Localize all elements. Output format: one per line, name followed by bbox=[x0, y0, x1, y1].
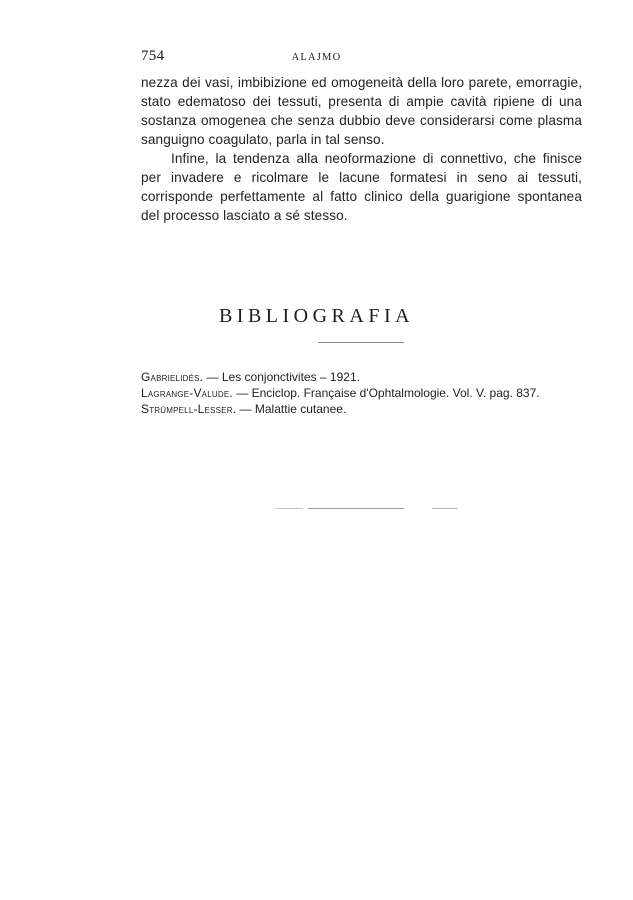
entry-author: Strümpell-Lesser. bbox=[141, 402, 237, 416]
page-number: 754 bbox=[141, 48, 165, 64]
entry-text: — Les conjonctivites – 1921. bbox=[203, 370, 360, 384]
entry-author: Gabrielidès. bbox=[141, 370, 204, 384]
body-text bbox=[141, 73, 582, 225]
bibliography-heading: BIBLIOGRAFIA bbox=[218, 305, 415, 327]
bibliography-entry bbox=[141, 385, 591, 401]
end-rule-right bbox=[432, 508, 458, 509]
end-rule-center bbox=[308, 508, 404, 509]
end-rule-left bbox=[275, 508, 303, 509]
heading-rule bbox=[318, 342, 404, 343]
entry-text: — Malattie cutanee. bbox=[236, 402, 347, 416]
bibliography-entry bbox=[141, 401, 591, 417]
running-head: ALAJMO bbox=[291, 52, 342, 63]
bibliography-list bbox=[141, 369, 591, 417]
paragraph: Infine, la tendenza alla neoformazione di connettivo, che finisce per invadere e ricolmare le lacune formatesi in seno ai tessuti, corrisponde perfettamente al fatto clinico della guarigione spontanea del processo lasciato a sé stesso. bbox=[141, 151, 582, 223]
entry-text: — Enciclop. Française d'Ophtalmologie. Vol. V. pag. 837. bbox=[232, 386, 540, 400]
paragraph: nezza dei vasi, imbibizione ed omogeneità della loro parete, emorragie, stato edematoso dei tessuti, presenta di ampie cavità ripiene di una sostanza omogenea che senza dubbio deve considerarsi come plasma sanguigno coagulato, parla in tal senso. bbox=[141, 75, 582, 147]
entry-author: Lagrange-Valude. bbox=[141, 386, 233, 400]
bibliography-entry bbox=[141, 369, 591, 385]
